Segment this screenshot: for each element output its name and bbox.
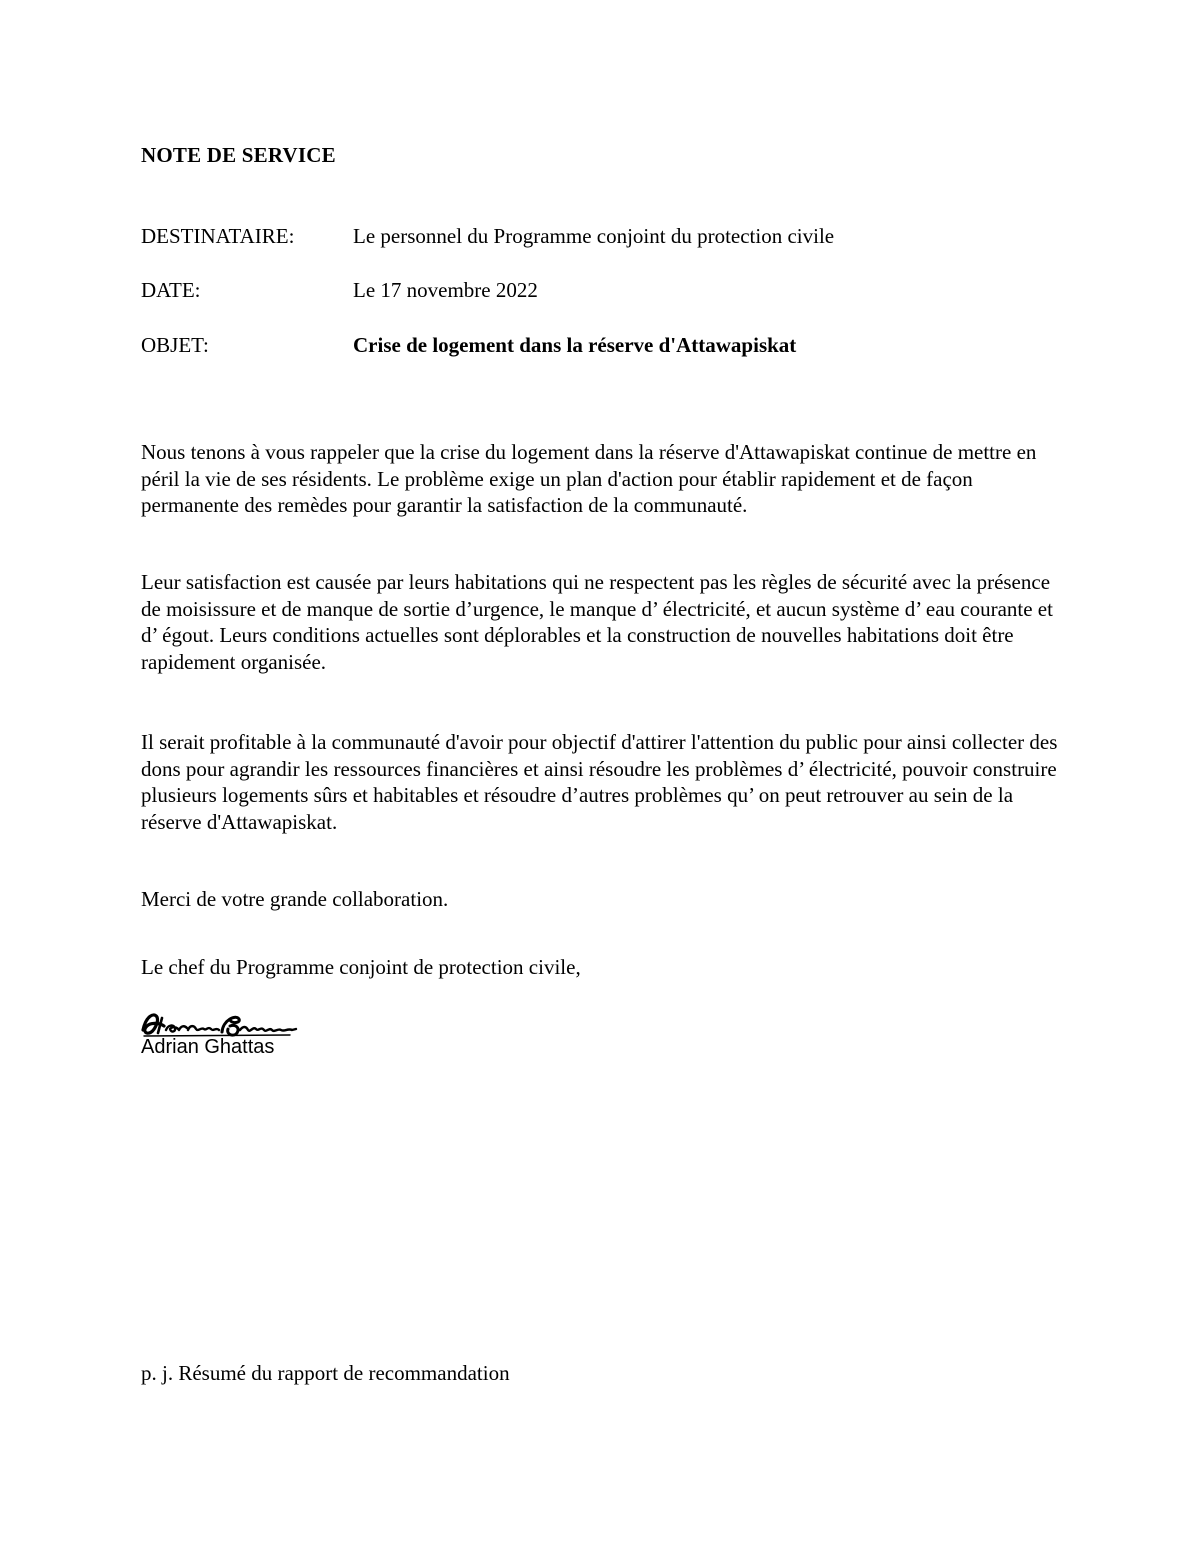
date-value: Le 17 novembre 2022	[353, 278, 538, 302]
signatory-name: Adrian Ghattas	[141, 1036, 275, 1058]
subject-value: Crise de logement dans la réserve d'Attawapiskat	[353, 333, 797, 357]
subject-label: OBJET:	[141, 333, 209, 357]
signoff-title: Le chef du Programme conjoint de protection civile,	[141, 955, 581, 979]
enclosure-note: p. j. Résumé du rapport de recommandation	[141, 1361, 510, 1385]
closing-thanks: Merci de votre grande collaboration.	[141, 887, 449, 911]
body-paragraph-3: Il serait profitable à la communauté d'avoir pour objectif d'attirer l'attention du public pour ainsi collecter des dons pour agrandir les ressources financières et ainsi résoudre les problèmes d’ électricité, pouvoir construire plusieurs logements sûrs et habitables et résoudre d’autres problèmes qu’ on peut retrouver au sein de la réserve d'Attawapiskat.	[141, 730, 1058, 835]
body-paragraph-2: Leur satisfaction est causée par leurs habitations qui ne respectent pas les règles de sécurité avec la présence de moisissure et de manque de sortie d’urgence, le manque d’ électricité, et aucun système d’ eau courante et d’ égout. Leurs conditions actuelles sont déplorables et la construction de nouvelles habitations doit être rapidement organisée.	[141, 570, 1053, 675]
memo-title: NOTE DE SERVICE	[141, 143, 336, 167]
date-row	[141, 278, 1081, 306]
body-paragraph-1: Nous tenons à vous rappeler que la crise du logement dans la réserve d'Attawapiskat continue de mettre en péril la vie de ses résidents. Le problème exige un plan d'action pour établir rapidement et de façon permanente des remèdes pour garantir la satisfaction de la communauté.	[141, 440, 1037, 518]
recipient-row	[141, 224, 1081, 252]
subject-row	[141, 333, 1081, 361]
recipient-value: Le personnel du Programme conjoint du protection civile	[353, 224, 835, 248]
date-label: DATE:	[141, 278, 201, 302]
recipient-label: DESTINATAIRE:	[141, 224, 295, 248]
